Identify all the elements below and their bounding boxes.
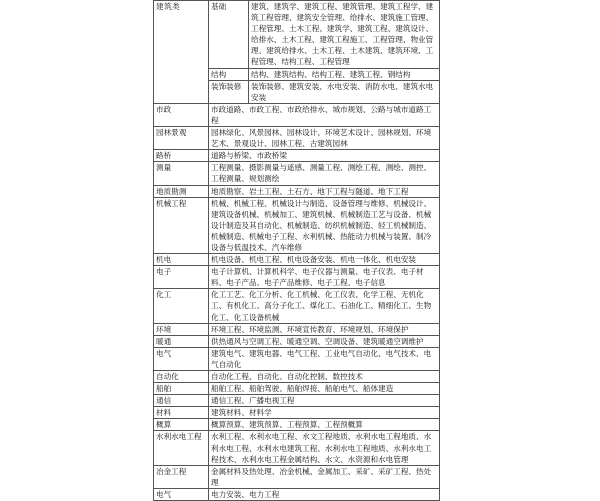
content-cell: 园林绿化、风景园林、园林设计、环境艺术设计、园林规划、环境艺术、景观设计、园林工程、古建筑园林 [209, 127, 440, 150]
content-cell: 机电设备、机电工程、机电设备安装、机电一体化、机电安装 [209, 254, 440, 266]
category-cell: 材料 [154, 407, 209, 419]
table-row [154, 465, 440, 488]
content-cell: 概算预算、建筑预算、工程预算、工程预概算 [209, 419, 440, 431]
category-cell: 测量 [154, 162, 209, 185]
table-row [154, 419, 440, 431]
category-cell: 电气 [154, 347, 209, 370]
table-row [154, 347, 440, 370]
category-cell: 化工 [154, 289, 209, 323]
category-cell: 路桥 [154, 150, 209, 162]
table-row [154, 488, 440, 500]
content-cell: 结构、建筑结构、结构工程、建筑工程、钢结构 [249, 68, 440, 80]
content-cell: 金属材料及热处理、冶金机械、金属加工、采矿、采矿工程、热处理 [209, 465, 440, 488]
category-cell: 建筑类 [154, 1, 209, 104]
table-row [154, 127, 440, 150]
content-cell: 电子计算机、计算机科学、电子仪器与测量、电子仪表、电子材料、电子产品、电子产品维修、电子工程、电子信息 [209, 266, 440, 289]
content-cell: 船舶工程、船舶驾驶、船舶焊接、船舶电气、船体建造 [209, 383, 440, 395]
table-row [154, 407, 440, 419]
table-row [154, 254, 440, 266]
category-cell: 冶金工程 [154, 465, 209, 488]
table-row [154, 335, 440, 347]
content-cell: 供热通风与空调工程、暖通空调、空调设备、建筑暖通空调维护 [209, 335, 440, 347]
content-cell: 通信工程、广播电视工程 [209, 395, 440, 407]
subcategory-cell: 基础 [209, 1, 249, 69]
content-cell: 市政道路、市政工程、市政给排水、城市规划、公路与城市道路工程 [209, 103, 440, 126]
table-row [154, 383, 440, 395]
subcategory-cell: 装饰装修 [209, 80, 249, 103]
table-row [154, 162, 440, 185]
table-row [154, 103, 440, 126]
table-row [154, 289, 440, 323]
category-cell: 自动化 [154, 371, 209, 383]
content-cell: 装饰装修、建筑安装、水电安装、消防水电、建筑水电安装 [249, 80, 440, 103]
content-cell: 化工工艺、化工分析、化工机械、化工仪表、化学工程、无机化工、有机化工、高分子化工、煤化工、石油化工、精细化工、生物化工、化工设备机械 [209, 289, 440, 323]
category-cell: 地质勘测 [154, 185, 209, 197]
table-row [154, 197, 440, 253]
table-row [154, 150, 440, 162]
category-cell: 暖通 [154, 335, 209, 347]
table-row [154, 1, 440, 69]
table-row [154, 431, 440, 465]
subcategory-cell: 结构 [209, 68, 249, 80]
table-row [154, 185, 440, 197]
content-cell: 环境工程、环境监测、环境宣传教育、环境规划、环境保护 [209, 323, 440, 335]
table-row [154, 323, 440, 335]
category-cell: 概算 [154, 419, 209, 431]
category-cell: 电气 [154, 488, 209, 500]
category-cell: 机电 [154, 254, 209, 266]
content-cell: 建筑电气、建筑电器、电气工程、工业电气自动化、电气技术、电气自动化 [209, 347, 440, 370]
category-cell: 水利水电工程 [154, 431, 209, 465]
category-cell: 机械工程 [154, 197, 209, 253]
content-cell: 自动化工程、自动化、自动化控制、数控技术 [209, 371, 440, 383]
content-cell: 建筑材料、材料学 [209, 407, 440, 419]
content-cell: 地质勘察、岩土工程、土石方、地下工程与隧道、地下工程 [209, 185, 440, 197]
content-cell: 电力安装、电力工程 [209, 488, 440, 500]
table-row [154, 266, 440, 289]
specialty-table [153, 0, 440, 501]
content-cell: 机械、机械工程、机械设计与制造、设备管理与维修、机械设计、建筑设备机械、机械加工、建筑机械、机械制造工艺与设备、机械设计制造及其自动化、机械制造、纺织机械制造、轻工机械制造、机械制造、机械电子工程、水利机械、热能动力机械与装置、制冷设备与低温技术、汽车维修 [209, 197, 440, 253]
table-row [154, 395, 440, 407]
category-cell: 电子 [154, 266, 209, 289]
table-row [154, 371, 440, 383]
content-cell: 工程测量、摄影测量与遥感、测量工程、测绘工程、测绘、测控、工程测量、规划测绘 [209, 162, 440, 185]
category-cell: 市政 [154, 103, 209, 126]
content-cell: 道路与桥梁、市政桥梁 [209, 150, 440, 162]
category-cell: 园林景观 [154, 127, 209, 150]
content-cell: 水利工程、水利水电工程、水文工程地质、水利水电工程地质、水利水电工程、水利水电建筑工程、水利水电工程地质、水利水电工程技术、水利水电工程金属结构、水文、水资源和水电管理 [209, 431, 440, 465]
specialty-table-page [153, 0, 440, 499]
category-cell: 船舶 [154, 383, 209, 395]
content-cell: 建筑、建筑学、建筑工程、建筑管理、建筑工程学、建筑工程管理、建筑安全管理、给排水、建筑施工管理、工程管理、土木工程、建筑学、建筑工程、建筑设计、给排水、土木工程、建筑工程施工、工程管理、物业管理、建筑给排水、土木工程、土木建筑、建筑环境、工程管理、结构工程、工程管理 [249, 1, 440, 69]
category-cell: 通信 [154, 395, 209, 407]
category-cell: 环境 [154, 323, 209, 335]
